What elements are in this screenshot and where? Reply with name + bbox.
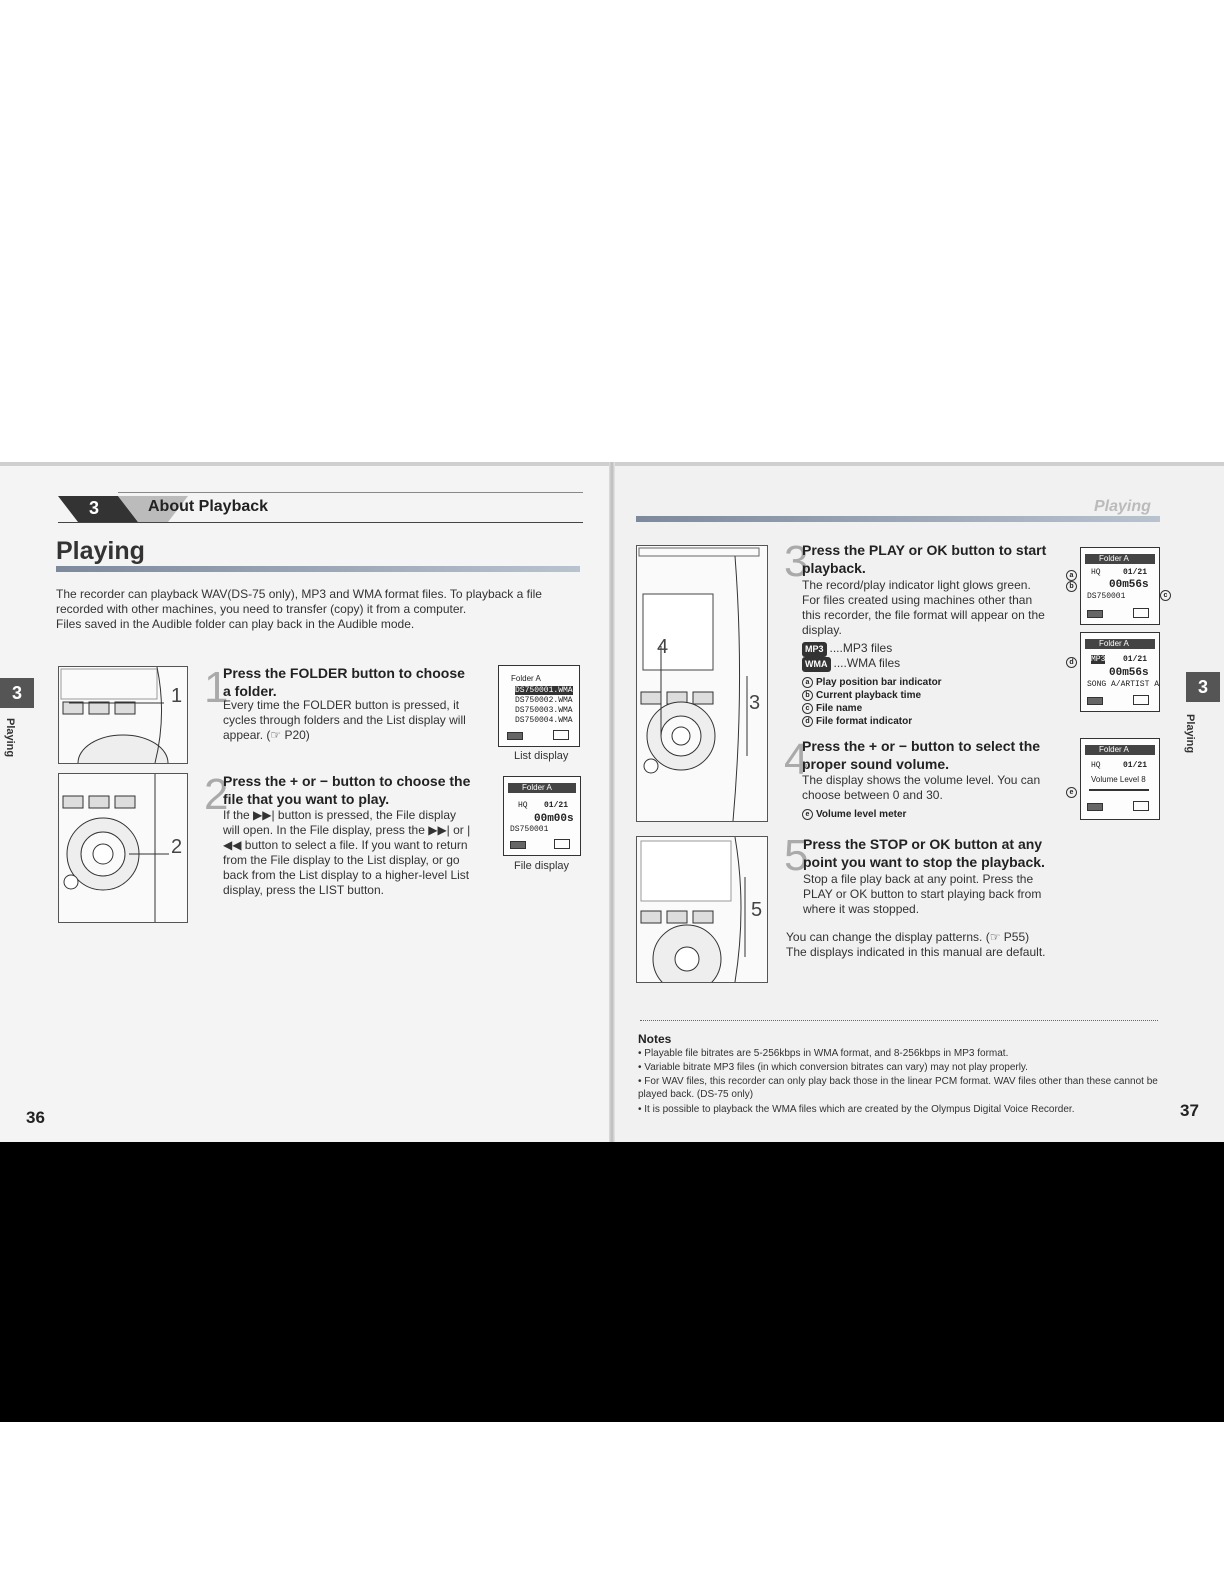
battery-icon — [1087, 610, 1103, 618]
list-file-4: DS750004.WMA — [515, 716, 573, 725]
lcd3-folder: Folder A — [1085, 745, 1155, 755]
recorder-stop-icon — [637, 837, 767, 982]
intro-line-1: The recorder can playback WAV(DS-75 only), MP3 and WMA format files. To playback a file — [56, 587, 542, 601]
hold-icon — [553, 730, 569, 740]
step-1-number: 1 — [204, 663, 229, 712]
callout-5: 5 — [751, 899, 763, 921]
mp3-badge-icon: MP3 — [802, 642, 827, 657]
file-count: 01/21 — [544, 801, 569, 810]
footer-line-2: The displays indicated in this manual are default. — [786, 945, 1046, 959]
lcd-mark-c: c — [1160, 589, 1174, 602]
side-chapter-tab: 3 — [0, 678, 34, 708]
format-mp3 — [802, 641, 892, 657]
lcd1-folder: Folder A — [1085, 554, 1155, 564]
legend-mark: b — [802, 690, 813, 701]
legend-a — [802, 676, 942, 689]
scan-background — [0, 1142, 1224, 1422]
lcd2-count: 01/21 — [1123, 655, 1148, 664]
list-display-caption: List display — [514, 750, 569, 762]
step-4-number: 4 — [784, 735, 809, 784]
list-folder: Folder A — [511, 674, 541, 683]
page-number-right: 37 — [1180, 1101, 1199, 1120]
format-wma — [802, 656, 900, 672]
side-label: Playing — [4, 718, 16, 758]
device-illustration-4 — [636, 836, 768, 983]
lcd-mark-e: e — [1066, 786, 1080, 799]
battery-icon — [1087, 803, 1103, 811]
legend-c — [802, 702, 862, 715]
hold-icon — [1133, 801, 1149, 811]
lcd-mark-a: a — [1066, 569, 1080, 582]
page-number-left: 36 — [26, 1108, 45, 1127]
recorder-buttons-icon — [59, 667, 187, 763]
step-2-title: Press the + or − button to choose the file that you want to play. — [223, 773, 471, 807]
callout-2: 2 — [171, 836, 183, 858]
volume-lcd — [1080, 738, 1160, 820]
chapter-number: 3 — [89, 498, 100, 518]
battery-icon — [510, 841, 526, 849]
file-mode: HQ — [518, 801, 528, 810]
chapter-header — [58, 492, 583, 524]
hold-icon — [1133, 695, 1149, 705]
step-5-body: Stop a file play back at any point. Press the PLAY or OK button to start playing back from where it was stopped. — [803, 872, 1042, 916]
section-title: About Playback — [148, 498, 269, 515]
right-running-title: Playing — [1094, 498, 1151, 515]
right-side-chapter-tab: 3 — [1186, 672, 1220, 702]
step-1-body: Every time the FOLDER button is pressed, it cycles through folders and the List display will appear. (☞ P20) — [223, 698, 466, 742]
page-title: Playing — [56, 537, 145, 565]
header-rule — [58, 522, 583, 523]
note-4: • It is possible to playback the WMA files which are created by the Olympus Digital Voice Recorder. — [638, 1104, 1075, 1115]
device-illustration-2 — [58, 773, 188, 923]
lcd2-folder: Folder A — [1085, 639, 1155, 649]
format-lcd — [1080, 632, 1160, 712]
legend-e — [802, 808, 906, 821]
step-3-title: Press the PLAY or OK button to start playback. — [802, 542, 1047, 576]
step-3-body: The record/play indicator light glows green. For files created using machines other than this recorder, the file format will appear on the display. — [802, 578, 1045, 637]
format-wma-text: ....WMA files — [833, 656, 901, 670]
lcd2-mode: MP3 — [1091, 655, 1106, 664]
step-5-title: Press the STOP or OK button at any point you want to stop the playback. — [803, 836, 1045, 870]
device-illustration-1 — [58, 666, 188, 764]
note-3: • For WAV files, this recorder can only play back those in the linear PCM format. WAV files other than these cannot be played back. (DS-75 only) — [638, 1076, 1158, 1100]
step-4-title: Press the + or − button to select the proper sound volume. — [802, 738, 1041, 772]
hold-icon — [554, 839, 570, 849]
callout-1: 1 — [171, 685, 183, 707]
note-1: • Playable file bitrates are 5-256kbps in WMA format, and 8-256kbps in MP3 format. — [638, 1048, 1009, 1059]
hold-icon — [1133, 608, 1149, 618]
lcd3-label: Volume Level 8 — [1091, 775, 1146, 784]
lcd3-count: 01/21 — [1123, 761, 1148, 770]
legend-d — [802, 715, 912, 728]
device-illustration-3 — [636, 545, 768, 822]
lcd-mark-d: d — [1066, 656, 1080, 669]
battery-icon — [507, 732, 523, 740]
step-4-body: The display shows the volume level. You can choose between 0 and 30. — [802, 773, 1041, 802]
volume-meter — [1089, 789, 1149, 795]
wma-badge-icon: WMA — [802, 657, 831, 672]
step-1-title: Press the FOLDER button to choose a folder. — [223, 665, 465, 699]
file-time: 00m00s — [534, 813, 574, 825]
lcd1-time: 00m56s — [1109, 579, 1149, 591]
file-name: DS750001 — [510, 825, 549, 834]
footer-line-1: You can change the display patterns. (☞ P55) — [786, 930, 1030, 944]
legend-b — [802, 689, 921, 702]
legend-mark: c — [802, 703, 813, 714]
step-5-number: 5 — [784, 831, 809, 880]
intro-line-3: Files saved in the Audible folder can play back in the Audible mode. — [56, 617, 415, 631]
lcd2-time: 00m56s — [1109, 667, 1149, 679]
step-3-number: 3 — [784, 537, 809, 586]
list-file-1: DS750001.WMA — [515, 686, 573, 695]
legend-text: Current playback time — [816, 690, 922, 701]
intro-line-2: recorded with other machines, you need to transfer (copy) it from a computer. — [56, 602, 467, 616]
list-file-2: DS750002.WMA — [515, 696, 573, 705]
note-2: • Variable bitrate MP3 files (in which conversion bitrates can vary) may not play properly. — [638, 1062, 1028, 1073]
legend-text: Play position bar indicator — [816, 677, 942, 688]
lcd1-mode: HQ — [1091, 568, 1101, 577]
file-display-lcd — [503, 776, 581, 856]
lcd-mark-b: b — [1066, 580, 1080, 593]
title-bar — [56, 566, 580, 572]
format-mp3-text: ....MP3 files — [829, 641, 893, 655]
notes-title: Notes — [638, 1032, 672, 1046]
lcd1-count: 01/21 — [1123, 568, 1148, 577]
list-file-3: DS750003.WMA — [515, 706, 573, 715]
legend-text: File name — [816, 703, 863, 714]
step-2-number: 2 — [204, 770, 229, 819]
list-display-lcd — [498, 665, 580, 747]
lcd1-file: DS750001 — [1087, 592, 1126, 601]
legend-text: File format indicator — [816, 716, 913, 727]
legend-text: Volume level meter — [816, 809, 907, 820]
legend-mark: e — [802, 809, 813, 820]
legend-mark: d — [802, 716, 813, 727]
battery-icon — [1087, 697, 1103, 705]
lcd2-file: SONG A/ARTIST A — [1087, 680, 1160, 689]
callout-4: 4 — [657, 636, 669, 658]
step-2-body: If the ▶▶| button is pressed, the File display will open. In the File display, press the ▶▶| or |◀◀ button to select a file. If you want to return from the File display to the List display, or go back from the List display to a higher-level List display, press the LIST button. — [223, 808, 471, 897]
notes-divider — [640, 1020, 1158, 1021]
recorder-dial-icon — [59, 774, 187, 922]
recorder-front-icon — [637, 546, 767, 821]
header-top-rule — [118, 492, 583, 493]
right-side-label: Playing — [1184, 714, 1196, 754]
legend-mark: a — [802, 677, 813, 688]
book-spine — [609, 462, 615, 1142]
file-folder: Folder A — [508, 783, 576, 793]
file-display-caption: File display — [514, 860, 570, 872]
playback-lcd — [1080, 547, 1160, 625]
callout-3: 3 — [749, 692, 761, 714]
lcd3-mode: HQ — [1091, 761, 1101, 770]
right-title-bar — [636, 516, 1160, 522]
